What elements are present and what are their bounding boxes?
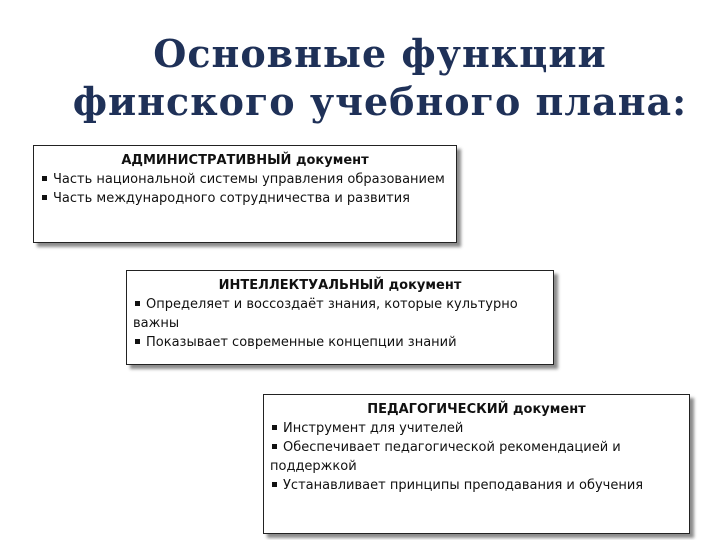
box-heading: ПЕДАГОГИЧЕСКИЙ документ	[367, 402, 586, 417]
square-bullet-icon	[42, 176, 47, 181]
list-item-text: Часть международного сотрудничества и развития	[53, 191, 410, 206]
list-item-text: Обеспечивает педагогической рекомендацией и поддержкой	[270, 440, 621, 474]
list-item	[133, 333, 547, 352]
title-line-2: финского учебного плана:	[72, 79, 688, 124]
square-bullet-icon	[272, 444, 277, 449]
list-item	[270, 419, 683, 438]
box-heading: ИНТЕЛЛЕКТУАЛЬНЫЙ документ	[218, 278, 462, 293]
list-item	[270, 438, 683, 476]
slide-title	[0, 30, 720, 126]
box-heading: АДМИНИСТРАТИВНЫЙ документ	[121, 153, 369, 168]
title-line-1: Основные функции	[153, 31, 607, 76]
administrative-document-box	[33, 145, 457, 243]
pedagogical-document-box	[263, 394, 690, 534]
list-item	[40, 189, 450, 208]
square-bullet-icon	[272, 482, 277, 487]
square-bullet-icon	[272, 425, 277, 430]
list-item-text: Показывает современные концепции знаний	[146, 335, 457, 350]
list-item	[133, 295, 547, 333]
square-bullet-icon	[42, 195, 47, 200]
list-item-text: Устанавливает принципы преподавания и обучения	[283, 478, 644, 493]
list-item-text: Определяет и воссоздаёт знания, которые культурно важны	[133, 297, 518, 331]
intellectual-document-box	[126, 270, 554, 365]
square-bullet-icon	[135, 339, 140, 344]
list-item	[40, 170, 450, 189]
list-item-text: Часть национальной системы управления образованием	[53, 172, 445, 187]
list-item	[270, 476, 683, 495]
square-bullet-icon	[135, 301, 140, 306]
list-item-text: Инструмент для учителей	[283, 421, 464, 436]
